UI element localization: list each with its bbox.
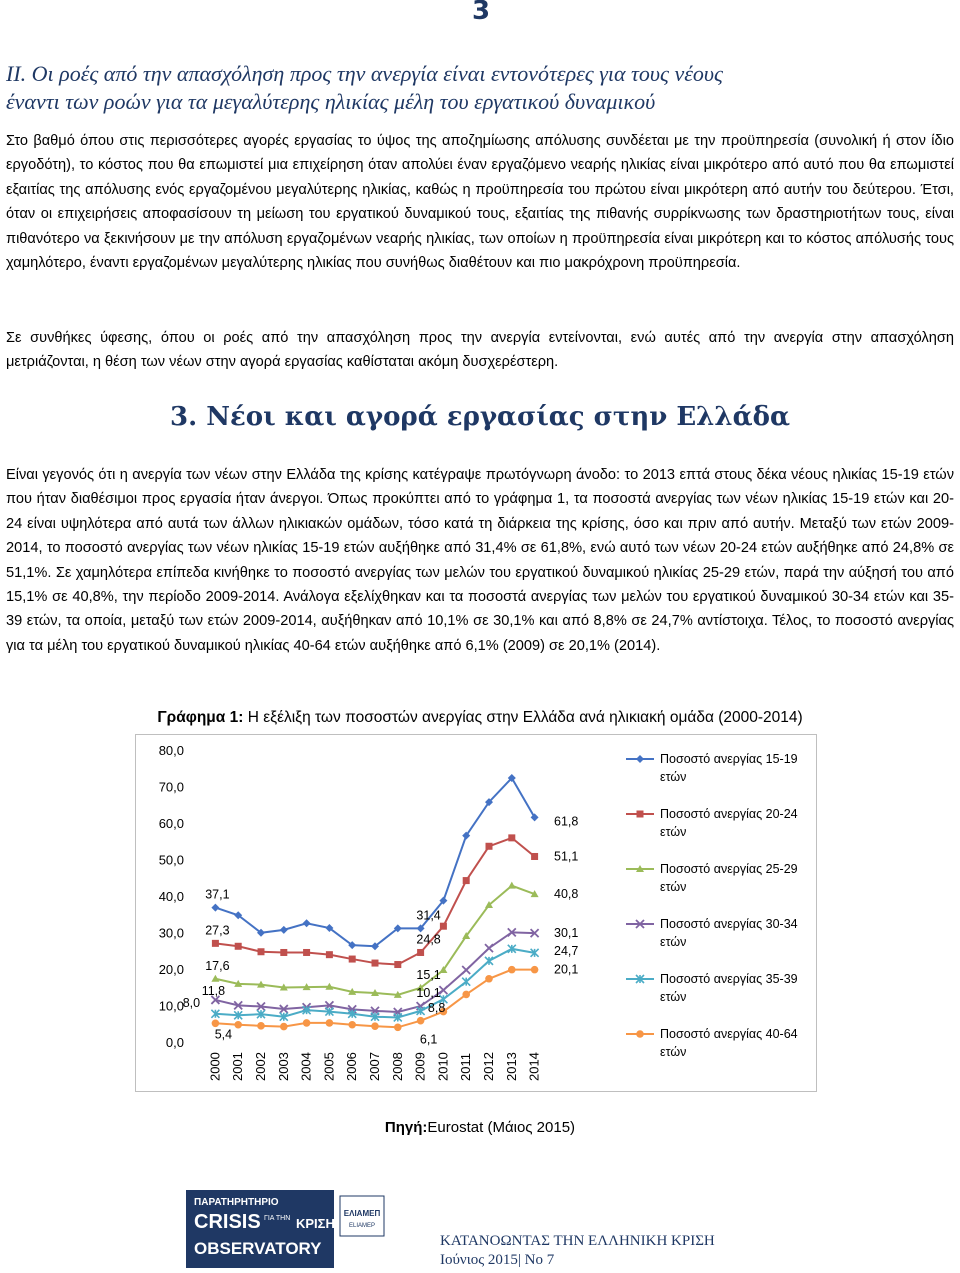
y-tick-label: 50,0 bbox=[158, 852, 184, 868]
x-tick-label: 2001 bbox=[230, 1052, 246, 1081]
logo-line-3: ΓΙΑ ΤΗΝ bbox=[264, 1215, 291, 1222]
data-point bbox=[235, 943, 242, 950]
data-point bbox=[486, 843, 493, 850]
data-point bbox=[636, 755, 644, 763]
y-tick-label: 30,0 bbox=[158, 925, 184, 941]
data-label: 24,7 bbox=[554, 943, 579, 958]
data-label: 5,4 bbox=[214, 1027, 233, 1042]
y-tick-label: 60,0 bbox=[158, 816, 184, 831]
data-point bbox=[258, 948, 265, 955]
source-label: Πηγή: bbox=[384, 1119, 428, 1136]
data-label: 27,3 bbox=[205, 923, 230, 938]
data-point bbox=[303, 1019, 311, 1027]
data-point bbox=[531, 813, 539, 821]
data-point bbox=[462, 991, 470, 999]
data-label: 15,1 bbox=[416, 967, 441, 982]
data-point bbox=[463, 877, 470, 884]
y-tick-label: 80,0 bbox=[158, 743, 184, 758]
data-label: 10,1 bbox=[416, 986, 441, 1001]
legend-entry: ετών bbox=[660, 1045, 687, 1059]
data-point bbox=[303, 949, 310, 956]
data-point bbox=[234, 1021, 242, 1029]
legend-entry: Ποσοστό ανεργίας 40-64 bbox=[660, 1027, 798, 1041]
paragraph-3: Είναι γεγονός ότι η ανεργία των νέων στην Ελλάδα της κρίσης κατέγραψε πρωτόγνωρη άνοδο: το 2013 επτά στους δέκα νέους ηλικίας 15-19 ετών που ήταν διαθέσιμοι προς εργασία ήταν άνεργοι. Όπως προκύπτει από το γράφημα 1, τα ποσοστά ανεργίας των νέων ηλικίας 15-19 ετών και 20-24 είναι υψηλότερα από αυτά των άλλων ηλικιακών ομάδων, τόσο κατά τη διάρκεια της κρίσης, όσο και πριν από αυτήν. Μεταξύ των ετών 2009-2014, το ποσοστό ανεργίας των νέων ηλικίας 15-19 ετών αυξήθηκε από 31,4% σε 61,8%, ενώ αυτό των νέων 20-24 ετών αυξήθηκε από 24,8% σε 51,1%. Σε χαμηλότερα επίπεδα κινήθηκε το ποσοστό ανεργίας των μελών του εργατικού δυναμικού ηλικίας 25-29 ετών, παρά την αύξησή του από 15,1% σε 40,8%, την περίοδο 2009-2014. Ανάλογα εξελίχθηκαν και τα ποσοστά ανεργίας των μελών του εργατικού δυναμικού 30-34 ετών και 35-39 ετών, τα οποία, μεταξύ των ετών 2009-2014, αυξήθηκαν από 10,1% σε 30,1% και από 8,8% σε 24,7% αντίστοιχα. Τέλος, το ποσοστό ανεργίας για τα μέλη του εργατικού δυναμικού ηλικίας 40-64 ετών αυξήθηκε από 6,1% (2009) σε 20,1% (2014). bbox=[6, 467, 954, 654]
section-title bbox=[6, 60, 946, 116]
data-label: 11,8 bbox=[201, 983, 226, 998]
data-point bbox=[637, 811, 644, 818]
footer-issue: Ιούνιος 2015| Νο 7 bbox=[440, 1252, 555, 1268]
legend-entry: ετών bbox=[660, 935, 687, 949]
data-label: 37,1 bbox=[205, 887, 230, 902]
data-point bbox=[636, 1030, 644, 1038]
footer-series-title: ΚΑΤΑΝΟΩΝΤΑΣ ΤΗΝ ΕΛΛΗΝΙΚΗ ΚΡΙΣΗ bbox=[440, 1233, 715, 1249]
source-text: Eurostat (Μάιος 2015) bbox=[427, 1119, 576, 1136]
data-label: 51,1 bbox=[554, 849, 579, 864]
data-point bbox=[212, 1019, 220, 1027]
data-point bbox=[485, 975, 493, 983]
data-point bbox=[531, 966, 539, 974]
x-tick-label: 2012 bbox=[481, 1052, 496, 1081]
footer bbox=[440, 1232, 715, 1270]
data-point bbox=[485, 944, 493, 952]
data-point bbox=[372, 960, 379, 967]
y-tick-label: 0,0 bbox=[165, 1035, 184, 1050]
data-point bbox=[485, 957, 493, 965]
legend-entry: ετών bbox=[660, 990, 687, 1004]
legend-entry: Ποσοστό ανεργίας 30-34 bbox=[660, 917, 798, 931]
data-label: 6,1 bbox=[419, 1032, 438, 1047]
legend-entry: Ποσοστό ανεργίας 15-19 bbox=[660, 752, 798, 766]
logo-line-4: ΚΡΙΣΗ bbox=[296, 1216, 335, 1231]
data-point bbox=[462, 966, 470, 974]
x-tick-label: 2003 bbox=[275, 1052, 291, 1081]
x-tick-label: 2006 bbox=[344, 1052, 360, 1081]
data-point bbox=[348, 1021, 356, 1029]
data-point bbox=[303, 919, 311, 927]
data-point bbox=[280, 926, 288, 934]
data-label: 31,4 bbox=[416, 908, 441, 923]
data-point bbox=[417, 1017, 425, 1025]
data-point bbox=[211, 975, 219, 982]
data-point bbox=[280, 1023, 288, 1031]
data-label: 61,8 bbox=[554, 814, 579, 829]
section-title-line-1: ΙΙ. Οι ροές από την απασχόληση προς την ανεργία είναι εντονότερες για τους νέους bbox=[6, 61, 723, 86]
chart-caption bbox=[0, 709, 960, 727]
data-point bbox=[508, 834, 515, 841]
chart-caption-text: Η εξέλιξη των ποσοστών ανεργίας στην Ελλάδα ανά ηλικιακή ομάδα (2000-2014) bbox=[243, 709, 803, 726]
data-point bbox=[257, 1022, 265, 1030]
logo-line-1: ΠΑΡΑΤΗΡΗΤΗΡΙΟ bbox=[194, 1197, 279, 1208]
data-label: 24,8 bbox=[416, 932, 441, 947]
data-label: 40,8 bbox=[554, 887, 579, 902]
partner-logo-sub: ELIAMEP bbox=[348, 1223, 376, 1229]
x-tick-label: 2011 bbox=[458, 1053, 474, 1081]
x-tick-label: 2004 bbox=[298, 1052, 314, 1081]
chart-container bbox=[135, 734, 817, 1092]
x-tick-label: 2005 bbox=[321, 1052, 337, 1081]
chart-source bbox=[0, 1119, 960, 1136]
y-tick-label: 70,0 bbox=[158, 779, 184, 795]
data-point bbox=[371, 1022, 379, 1030]
logo-line-2: CRISIS bbox=[194, 1211, 261, 1233]
data-point bbox=[531, 853, 538, 860]
x-tick-label: 2002 bbox=[253, 1052, 268, 1081]
logo-line-5: OBSERVATORY bbox=[194, 1239, 322, 1258]
data-point bbox=[211, 904, 219, 912]
legend-entry: Ποσοστό ανεργίας 25-29 bbox=[660, 862, 798, 876]
data-point bbox=[440, 923, 447, 930]
paragraph-1: Στο βαθμό όπου στις περισσότερες αγορές εργασίας το ύψος της αποζημίωσης απόλυσης συνδέεται με την προϋπηρεσία (συνολική ή στον ίδιο εργοδότη), το κόστος που θα επωμιστεί μια επιχείρηση όταν απολύει έναν εργαζόμενο νεαρής ηλικίας είναι μικρότερο από αυτό που θα επωμιστεί εξαιτίας της απόλυσης ενός εργαζομένου μεγαλύτερης ηλικίας, καθώς η προϋπηρεσία του πρώτου είναι μικρότερη από αυτήν του δεύτερου. Έτσι, όταν οι επιχειρήσεις αποφασίσουν τη μείωση του εργατικού δυναμικού τους, εξαιτίας της πιθανής συρρίκνωσης των δραστηριοτήτων τους, είναι πιθανότερο να ξεκινήσουν με την απόλυση εργαζομένων νεαρής ηλικίας, των οποίων η προϋπηρεσία είναι μικρότερη και το κόστος απόλυσής τους χαμηλότερο, έναντι εργαζομένων μεγαλύτερης ηλικίας που συνήθως διαθέτουν και πιο μακρόχρονη προϋπηρεσία. bbox=[6, 133, 954, 272]
data-point bbox=[326, 951, 333, 958]
x-tick-label: 2014 bbox=[526, 1052, 542, 1081]
data-label: 20,1 bbox=[554, 962, 579, 977]
paragraph-2: Σε συνθήκες ύφεσης, όπου οι ροές από την απασχόληση προς την ανεργία εντείνονται, ενώ αυτές από την ανεργία στην απασχόληση μετριάζονται, η θέση των νέων στην αγορά εργασίας καθίσταται ακόμη δυσχερέστερη. bbox=[6, 330, 954, 371]
data-point bbox=[349, 956, 356, 963]
x-tick-label: 2010 bbox=[435, 1052, 451, 1081]
partner-logo-name: ΕΛΙΑΜΕΠ bbox=[343, 1209, 381, 1218]
data-label: 8,8 bbox=[427, 1000, 446, 1015]
x-tick-label: 2013 bbox=[503, 1052, 519, 1081]
x-tick-label: 2000 bbox=[207, 1052, 223, 1081]
legend-entry: Ποσοστό ανεργίας 35-39 bbox=[660, 972, 798, 986]
x-tick-label: 2009 bbox=[412, 1052, 428, 1081]
data-point bbox=[508, 966, 516, 974]
data-point bbox=[394, 961, 401, 968]
data-point bbox=[212, 940, 219, 947]
y-tick-label: 10,0 bbox=[158, 998, 184, 1014]
data-point bbox=[326, 1019, 334, 1027]
section-title-line-2: έναντι των ροών για τα μεγαλύτερης ηλικίας μέλη του εργατικού δυναμικού bbox=[6, 89, 656, 114]
data-point bbox=[462, 978, 470, 986]
legend-entry: ετών bbox=[660, 825, 687, 839]
data-label: 30,1 bbox=[554, 926, 579, 941]
legend-entry: ετών bbox=[660, 770, 687, 784]
x-tick-label: 2008 bbox=[389, 1052, 405, 1081]
data-point bbox=[394, 1024, 402, 1032]
chapter-title: 3. Νέοι και αγορά εργασίας στην Ελλάδα bbox=[170, 402, 790, 432]
data-label: 8,0 bbox=[182, 995, 201, 1010]
data-label: 17,6 bbox=[205, 958, 230, 973]
y-tick-label: 40,0 bbox=[158, 889, 184, 904]
x-tick-label: 2007 bbox=[367, 1052, 382, 1081]
data-point bbox=[417, 949, 424, 956]
unemployment-line-chart bbox=[136, 735, 816, 1091]
legend-entry: Ποσοστό ανεργίας 20-24 bbox=[660, 807, 798, 821]
y-tick-label: 20,0 bbox=[158, 962, 184, 977]
data-point bbox=[280, 949, 287, 956]
observatory-logo bbox=[186, 1190, 386, 1268]
chart-caption-label: Γράφημα 1: bbox=[157, 709, 244, 726]
data-point bbox=[508, 882, 516, 889]
page-number: 3 bbox=[472, 0, 491, 26]
legend-entry: ετών bbox=[660, 880, 687, 894]
